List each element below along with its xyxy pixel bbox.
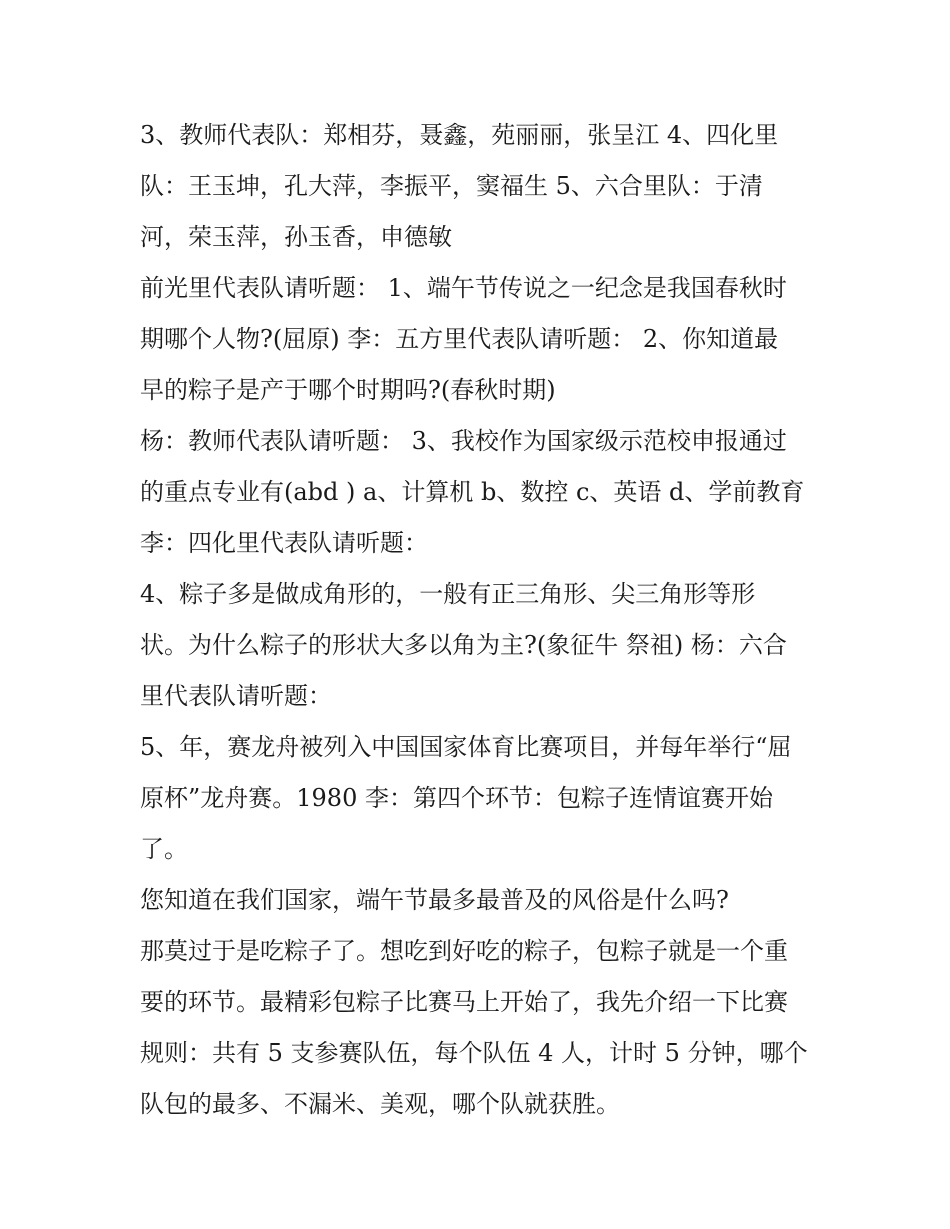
text-line: 队包的最多、不漏米、美观，哪个队就获胜。 [140, 1090, 620, 1118]
text-line: 原杯”龙舟赛。1980 李：第四个环节：包粽子连情谊赛开始 [140, 784, 773, 812]
text-line: 杨：教师代表队请听题： 3、我校作为国家级示范校申报通过 [140, 427, 787, 455]
text-line: 5、年，赛龙舟被列入中国国家体育比赛项目，并每年举行“屈 [140, 733, 792, 761]
text-line: 期哪个人物?(屈原) 李：五方里代表队请听题： 2、你知道最 [140, 325, 779, 353]
text-line: 要的环节。最精彩包粽子比赛马上开始了，我先介绍一下比赛 [140, 988, 788, 1016]
text-line: 那莫过于是吃粽子了。想吃到好吃的粽子，包粽子就是一个重 [140, 937, 788, 965]
text-line: 李：四化里代表队请听题： [140, 529, 428, 557]
text-line: 早的粽子是产于哪个时期吗?(春秋时期) [140, 376, 556, 404]
text-line: 的重点专业有(abd ) a、计算机 b、数控 c、英语 d、学前教育 [140, 478, 805, 506]
document-body [140, 110, 820, 1130]
text-line: 状。为什么粽子的形状大多以角为主?(象征牛 祭祖) 杨：六合 [140, 631, 787, 659]
text-line: 您知道在我们国家，端午节最多最普及的风俗是什么吗? [140, 886, 729, 914]
text-line: 了。 [140, 835, 188, 863]
text-line: 里代表队请听题： [140, 682, 332, 710]
text-line: 队：王玉坤，孔大萍，李振平，窦福生 5、六合里队：于清 [140, 172, 763, 200]
text-line: 前光里代表队请听题： 1、端午节传说之一纪念是我国春秋时 [140, 274, 787, 302]
text-line: 河，荣玉萍，孙玉香，申德敏 [140, 223, 452, 251]
text-line: 规则：共有 5 支参赛队伍，每个队伍 4 人，计时 5 分钟，哪个 [140, 1039, 808, 1067]
text-line: 3、教师代表队：郑相芬，聂鑫，苑丽丽，张呈江 4、四化里 [140, 121, 779, 149]
text-line: 4、粽子多是做成角形的，一般有正三角形、尖三角形等形 [140, 580, 756, 608]
